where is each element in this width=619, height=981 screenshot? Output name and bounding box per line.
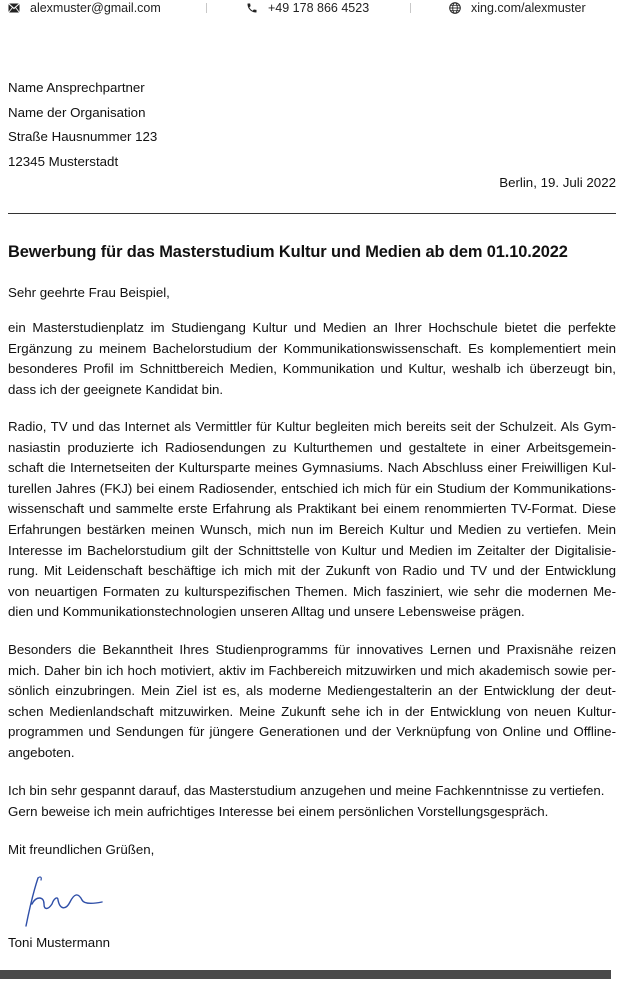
- contact-phone[interactable]: [246, 1, 369, 15]
- handwritten-signature: [18, 870, 108, 932]
- paragraph-line: ein Masterstudienplatz im Studiengang Kultur und Medien an Ihrer Hochschule bietet die perfekte: [8, 320, 616, 335]
- letter-date: Berlin, 19. Juli 2022: [499, 175, 616, 190]
- salutation: Sehr geehrte Frau Beispiel,: [8, 285, 170, 300]
- paragraph-line: dass ich der geeignete Kandidat bin.: [8, 381, 224, 397]
- letter-subject: Bewerbung für das Masterstudium Kultur und Medien ab dem 01.10.2022: [8, 243, 568, 261]
- paragraph-line: nasiastin produzierte ich Radiosendungen zu Kulturthemen und gestaltete in einer Arbeitsgemein-: [8, 439, 616, 455]
- divider: [206, 3, 207, 13]
- contact-web[interactable]: [449, 1, 586, 15]
- paragraph-line: schen Medienlandschaft mitzuwirken. Meine Zukunft sehe ich in der Entwicklung von neuen Kultur-: [8, 703, 616, 719]
- body-paragraph-2: [8, 417, 616, 623]
- paragraph-line: turellen Jahres (FKJ) bei einem Radiosender, entschied ich mich für ein Studium der Kommunikations-: [8, 480, 616, 496]
- sender-name: Toni Mustermann: [8, 935, 110, 950]
- contact-bar: [0, 0, 619, 18]
- body-paragraph-4: [8, 781, 616, 822]
- recipient-name: Name Ansprechpartner: [8, 80, 145, 95]
- paragraph-line: Ergänzung zu meinem Bachelorstudium der Kommunikationswissenschaft. Es komplementiert mein: [8, 340, 616, 356]
- paragraph-line: sönlich einzubringen. Mein Ziel ist es, als moderne Mediengestalterin an der Entwicklung der deut-: [8, 683, 616, 699]
- paragraph-line: rung. Mit Leidenschaft beschäftige ich mich mit der Zukunft von Radio und TV und der Entwicklung: [8, 563, 616, 579]
- contact-email[interactable]: [8, 1, 161, 15]
- web-text: xing.com/alexmuster: [471, 1, 586, 15]
- paragraph-line: Gern beweise ich mein aufrichtiges Interesse bei einem persönlichen Vorstellungsgespräch.: [8, 803, 549, 819]
- recipient-street: Straße Hausnummer 123: [8, 129, 158, 145]
- paragraph-line: von neuartigen Formaten zu kulturspezifischen Themen. Mich fasziniert, wie sehr die modernen Me-: [8, 583, 616, 599]
- recipient-address: [8, 76, 157, 175]
- recipient-city: 12345 Musterstadt: [8, 154, 119, 170]
- body-paragraph-1: [8, 318, 616, 400]
- globe-icon: [449, 2, 461, 14]
- paragraph-line: mich. Daher bin ich hoch motiviert, aktiv im Fachbereich mitzuwirken und mich akademisch sowie per-: [8, 662, 616, 678]
- paragraph-line: Besonders die Bekanntheit Ihres Studienprogramms für innovatives Lernen und Praxisnähe reizen: [8, 642, 616, 657]
- paragraph-line: schaft die Internetseiten der Kultursparte meines Gymnasiums. Nach Abschluss einer Freiwilligen Kul-: [8, 460, 616, 476]
- paragraph-line: Radio, TV und das Internet als Vermittler für Kultur begleiten mich bereits seit der Schulzeit. Als Gym-: [8, 419, 616, 434]
- body-paragraph-3: [8, 640, 616, 764]
- envelope-icon: [8, 3, 20, 13]
- divider: [410, 3, 411, 13]
- paragraph-line: Interesse im Bachelorstudium gilt der Schnittstelle von Kultur und Medien im Zeitalter der Digitalisie-: [8, 542, 616, 558]
- paragraph-line: programmen und Sendungen für jüngere Generationen und der Verknüpfung von Online und Offline-: [8, 724, 616, 740]
- footer-bar: [0, 970, 611, 979]
- paragraph-line: Ich bin sehr gespannt darauf, das Masterstudium anzugehen und meine Fachkenntnisse zu vertiefen.: [8, 783, 605, 798]
- paragraph-line: dien und Kommunikationstechnologien unseren Alltag und unsere Lebensweise prägen.: [8, 604, 525, 620]
- recipient-organisation: Name der Organisation: [8, 104, 146, 120]
- closing-phrase: Mit freundlichen Grüßen,: [8, 842, 155, 857]
- paragraph-line: angeboten.: [8, 744, 75, 760]
- paragraph-line: wissenschaft und sammelte erste Erfahrung als Praktikant bei einem renommierten TV-Format. Diese: [8, 501, 616, 517]
- phone-icon: [246, 2, 258, 14]
- paragraph-line: Erfahrungen bestärken meinen Wunsch, mich nun im Bereich Kultur und Medien zu vertiefen. Mein: [8, 521, 616, 537]
- paragraph-line: besonderes Profil im Schnittbereich Medien, Kommunikation und Kultur, weshalb ich überzeugt bin,: [8, 361, 616, 377]
- phone-text: +49 178 866 4523: [268, 1, 370, 15]
- email-text: alexmuster@gmail.com: [30, 1, 161, 15]
- horizontal-rule: [8, 213, 616, 214]
